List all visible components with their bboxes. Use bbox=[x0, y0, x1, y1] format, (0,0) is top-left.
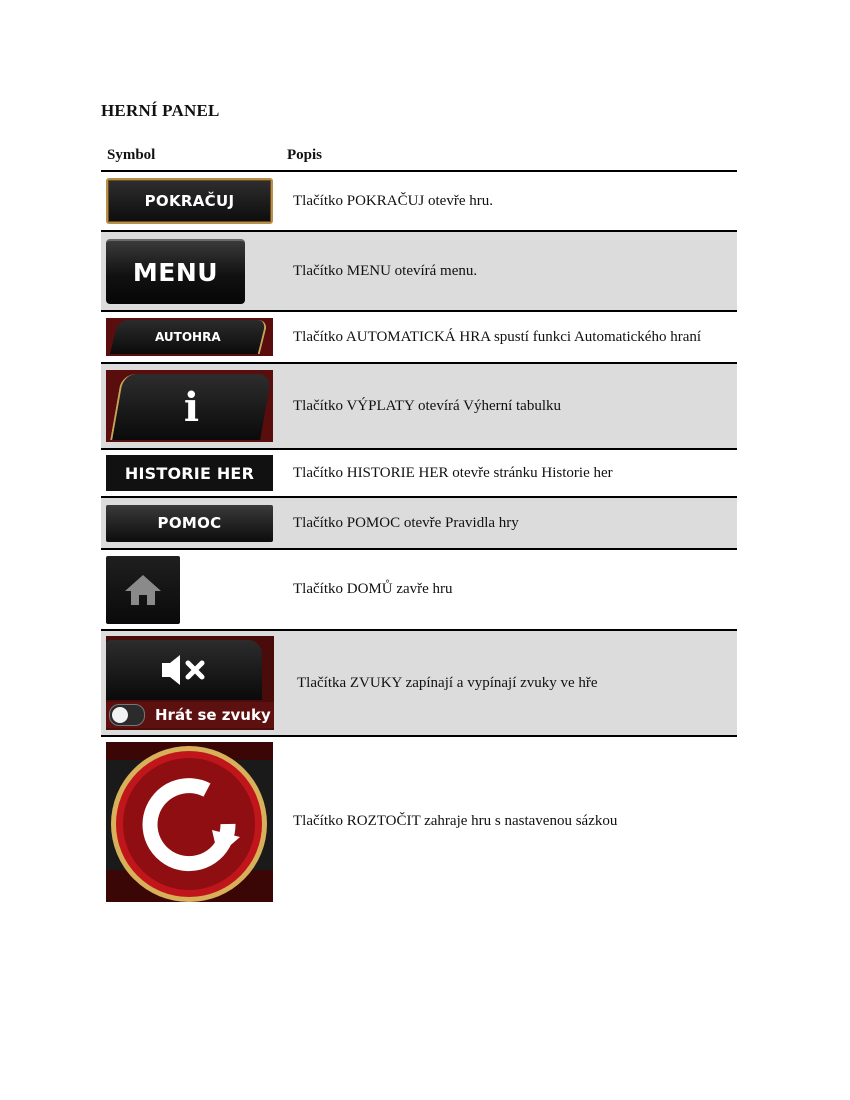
home-button[interactable] bbox=[106, 556, 180, 624]
symbol-cell bbox=[101, 549, 287, 630]
speaker-mute-icon bbox=[156, 652, 212, 688]
home-icon bbox=[123, 573, 163, 607]
table-row bbox=[101, 171, 737, 231]
description-cell: Tlačítko DOMŮ zavře hru bbox=[293, 581, 453, 597]
symbol-cell bbox=[101, 497, 287, 549]
table-row bbox=[101, 363, 737, 449]
toggle-knob bbox=[112, 707, 128, 723]
help-button[interactable]: POMOC bbox=[106, 505, 273, 542]
sound-toggle-label: Hrát se zvuky bbox=[155, 706, 271, 724]
sound-toggle-row bbox=[106, 702, 274, 728]
table-header-row bbox=[101, 142, 737, 171]
game-panel-table bbox=[101, 142, 737, 906]
table-row bbox=[101, 549, 737, 630]
paytable-button[interactable] bbox=[110, 374, 272, 440]
description-cell: Tlačítko POKRAČUJ otevře hru. bbox=[293, 192, 493, 209]
description-cell: Tlačítko HISTORIE HER otevře stránku Historie her bbox=[293, 464, 613, 481]
autoplay-button-label: AUTOHRA bbox=[155, 330, 221, 344]
description-cell: Tlačítko MENU otevírá menu. bbox=[287, 231, 737, 311]
description-cell: Tlačítko ROZTOČIT zahraje hru s nastavenou sázkou bbox=[293, 813, 618, 829]
description-cell: Tlačítko VÝPLATY otevírá Výherní tabulku bbox=[287, 363, 737, 449]
autoplay-button-frame bbox=[106, 318, 273, 356]
description-cell: Tlačítko POMOC otevře Pravidla hry bbox=[287, 497, 737, 549]
table-row bbox=[101, 497, 737, 549]
description-cell: Tlačítko AUTOMATICKÁ HRA spustí funkci Automatického hraní bbox=[293, 328, 702, 345]
continue-button[interactable]: POKRAČUJ bbox=[106, 178, 273, 224]
sound-toggle[interactable] bbox=[109, 704, 145, 726]
description-cell bbox=[287, 630, 737, 736]
table-row bbox=[101, 630, 737, 736]
sound-button[interactable] bbox=[106, 640, 262, 700]
description-column-header: Popis bbox=[287, 142, 737, 171]
symbol-cell bbox=[101, 630, 287, 736]
page-title: HERNÍ PANEL bbox=[101, 101, 220, 120]
description-text: Tlačítka ZVUKY zapínají a vypínají zvuky ve hře bbox=[297, 674, 598, 691]
table-row bbox=[101, 736, 737, 906]
symbol-cell bbox=[101, 311, 287, 363]
symbol-cell bbox=[101, 449, 287, 497]
symbol-cell bbox=[101, 231, 287, 311]
game-history-button[interactable]: HISTORIE HER bbox=[106, 455, 273, 491]
info-icon: i bbox=[184, 383, 200, 431]
spin-button-frame bbox=[106, 742, 273, 902]
symbol-cell bbox=[101, 171, 287, 231]
spin-button[interactable] bbox=[106, 742, 273, 902]
paytable-button-frame bbox=[106, 370, 273, 442]
table-row bbox=[101, 311, 737, 363]
symbol-column-header: Symbol bbox=[101, 142, 287, 171]
symbol-cell bbox=[101, 736, 287, 906]
sound-control bbox=[106, 636, 274, 730]
table-row bbox=[101, 449, 737, 497]
menu-button[interactable]: MENU bbox=[106, 239, 245, 304]
table-row bbox=[101, 231, 737, 311]
autoplay-button[interactable] bbox=[110, 320, 268, 354]
symbol-cell bbox=[101, 363, 287, 449]
